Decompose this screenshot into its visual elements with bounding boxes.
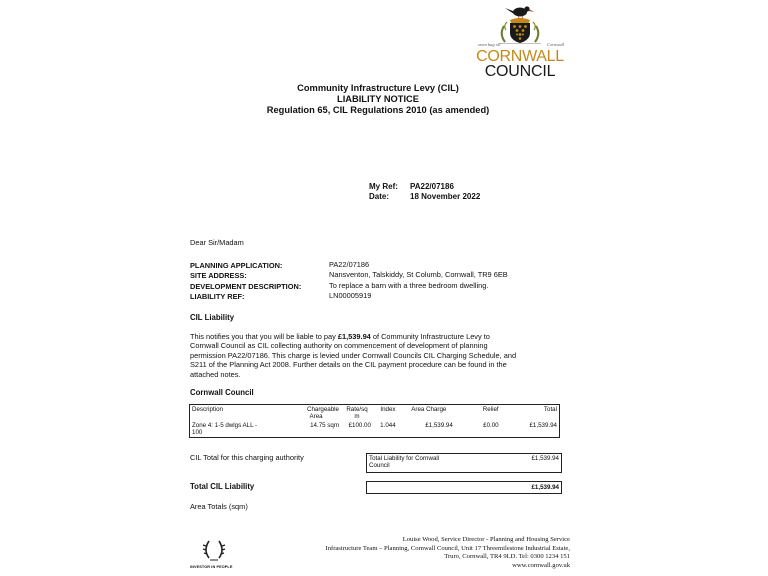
development-description-label: DEVELOPMENT DESCRIPTION: xyxy=(190,282,302,291)
liability-ref-label: LIABILITY REF: xyxy=(190,292,245,301)
footer-line-2: Infrastructure Team – Planning, Cornwall Council, Unit 17 Threemilestone Industrial Estate, xyxy=(325,544,570,552)
cil-paragraph-line-4: S211 of the Planning Act 2008. Further details on the CIL payment procedure can be found in the xyxy=(190,360,507,370)
authority-heading: Cornwall Council xyxy=(190,388,254,397)
cil-paragraph-line-1: This notifies you that you will be liable to pay £1,539.94 of Community Infrastructure Levy to xyxy=(190,332,490,341)
investor-in-people-laurel-icon xyxy=(200,536,228,564)
bezant-shield-icon xyxy=(510,23,530,43)
cil-paragraph-line-2: Cornwall Council as CIL collecting authority on commencement of development of planning xyxy=(190,341,488,351)
col-rate: Rate/sq m xyxy=(341,405,373,422)
table-row xyxy=(190,421,560,438)
salutation: Dear Sir/Madam xyxy=(190,238,244,247)
title-line-2: LIABILITY NOTICE xyxy=(337,94,419,104)
footer-website-link[interactable]: www.cornwall.gov.uk xyxy=(512,561,570,569)
planning-application-value: PA22/07186 xyxy=(329,260,370,269)
cil-paragraph-line-5: attached notes. xyxy=(190,369,241,379)
cell-area-charge: £1,539.94 xyxy=(403,421,455,438)
cil-liability-paragraph xyxy=(190,332,516,379)
cil-paragraph-line-3: permission PA22/07186. This charge is levied under Cornwall Councils CIL Charging Schedule, and xyxy=(190,350,517,360)
date-value: 18 November 2022 xyxy=(410,192,481,201)
title-line-1: Community Infrastructure Levy (CIL) xyxy=(297,83,459,93)
footer-line-3: Truro, Cornwall, TR4 9LD. Tel: 0300 1234 151 xyxy=(444,553,570,561)
cell-rate: £100.00 xyxy=(341,421,373,438)
authority-total-label: CIL Total for this charging authority xyxy=(190,453,304,462)
cell-description: Zone 4: 1-5 dwlgs ALL - 100 xyxy=(190,421,292,438)
investor-in-people-label: INVESTOR IN PEOPLE xyxy=(190,565,233,569)
col-total: Total xyxy=(501,405,560,422)
total-cil-liability-label: Total CIL Liability xyxy=(190,482,255,491)
col-area-charge: Area Charge xyxy=(403,405,455,422)
area-totals-label: Area Totals (sqm) xyxy=(190,502,248,511)
col-index: Index xyxy=(373,405,403,422)
footer-line-1: Louise Wood, Service Director - Planning and Housing Service xyxy=(402,536,570,543)
col-chargeable-area: Chargeable Area xyxy=(291,405,341,422)
site-address-value: Nansventon, Talskiddy, St Columb, Cornwall, TR9 6EB xyxy=(329,270,508,279)
my-ref-label: My Ref: xyxy=(369,182,398,191)
cell-total: £1,539.94 xyxy=(501,421,560,438)
date-label: Date: xyxy=(369,192,390,201)
cell-index: 1.044 xyxy=(373,421,403,438)
table-header-row xyxy=(190,405,560,422)
title-line-3: Regulation 65, CIL Regulations 2010 (as amended) xyxy=(266,105,490,115)
logo-cornwall-text: CORNWALL xyxy=(476,48,564,65)
authority-total-box-label: Total Liability for Cornwall Council xyxy=(369,455,440,469)
chough-bird-icon xyxy=(505,6,534,20)
total-cil-liability-box xyxy=(366,481,562,494)
liability-amount: £1,539.94 xyxy=(337,332,371,341)
cil-charge-table xyxy=(189,404,560,438)
cell-relief: £0.00 xyxy=(455,421,501,438)
col-description: Description xyxy=(190,405,292,422)
col-relief: Relief xyxy=(455,405,501,422)
logo-council-text: COUNCIL xyxy=(484,63,556,80)
footer-address xyxy=(326,536,571,570)
planning-application-label: PLANNING APPLICATION: xyxy=(190,261,283,270)
cell-chargeable-area: 14.75 sqm xyxy=(291,421,341,438)
cil-liability-heading: CIL Liability xyxy=(190,313,235,322)
site-address-label: SITE ADDRESS: xyxy=(190,271,247,280)
development-description-value: To replace a barn with a three bedroom dwelling. xyxy=(329,281,489,290)
authority-total-box xyxy=(366,453,562,473)
my-ref-value: PA22/07186 xyxy=(410,182,454,191)
authority-total-value: £1,539.94 xyxy=(531,455,559,462)
logo-motto: onen hag oll Cornwall xyxy=(478,42,564,47)
total-cil-liability-value: £1,539.94 xyxy=(531,483,559,491)
notice-title xyxy=(200,83,556,116)
liability-ref-value: LN00005919 xyxy=(329,291,372,300)
